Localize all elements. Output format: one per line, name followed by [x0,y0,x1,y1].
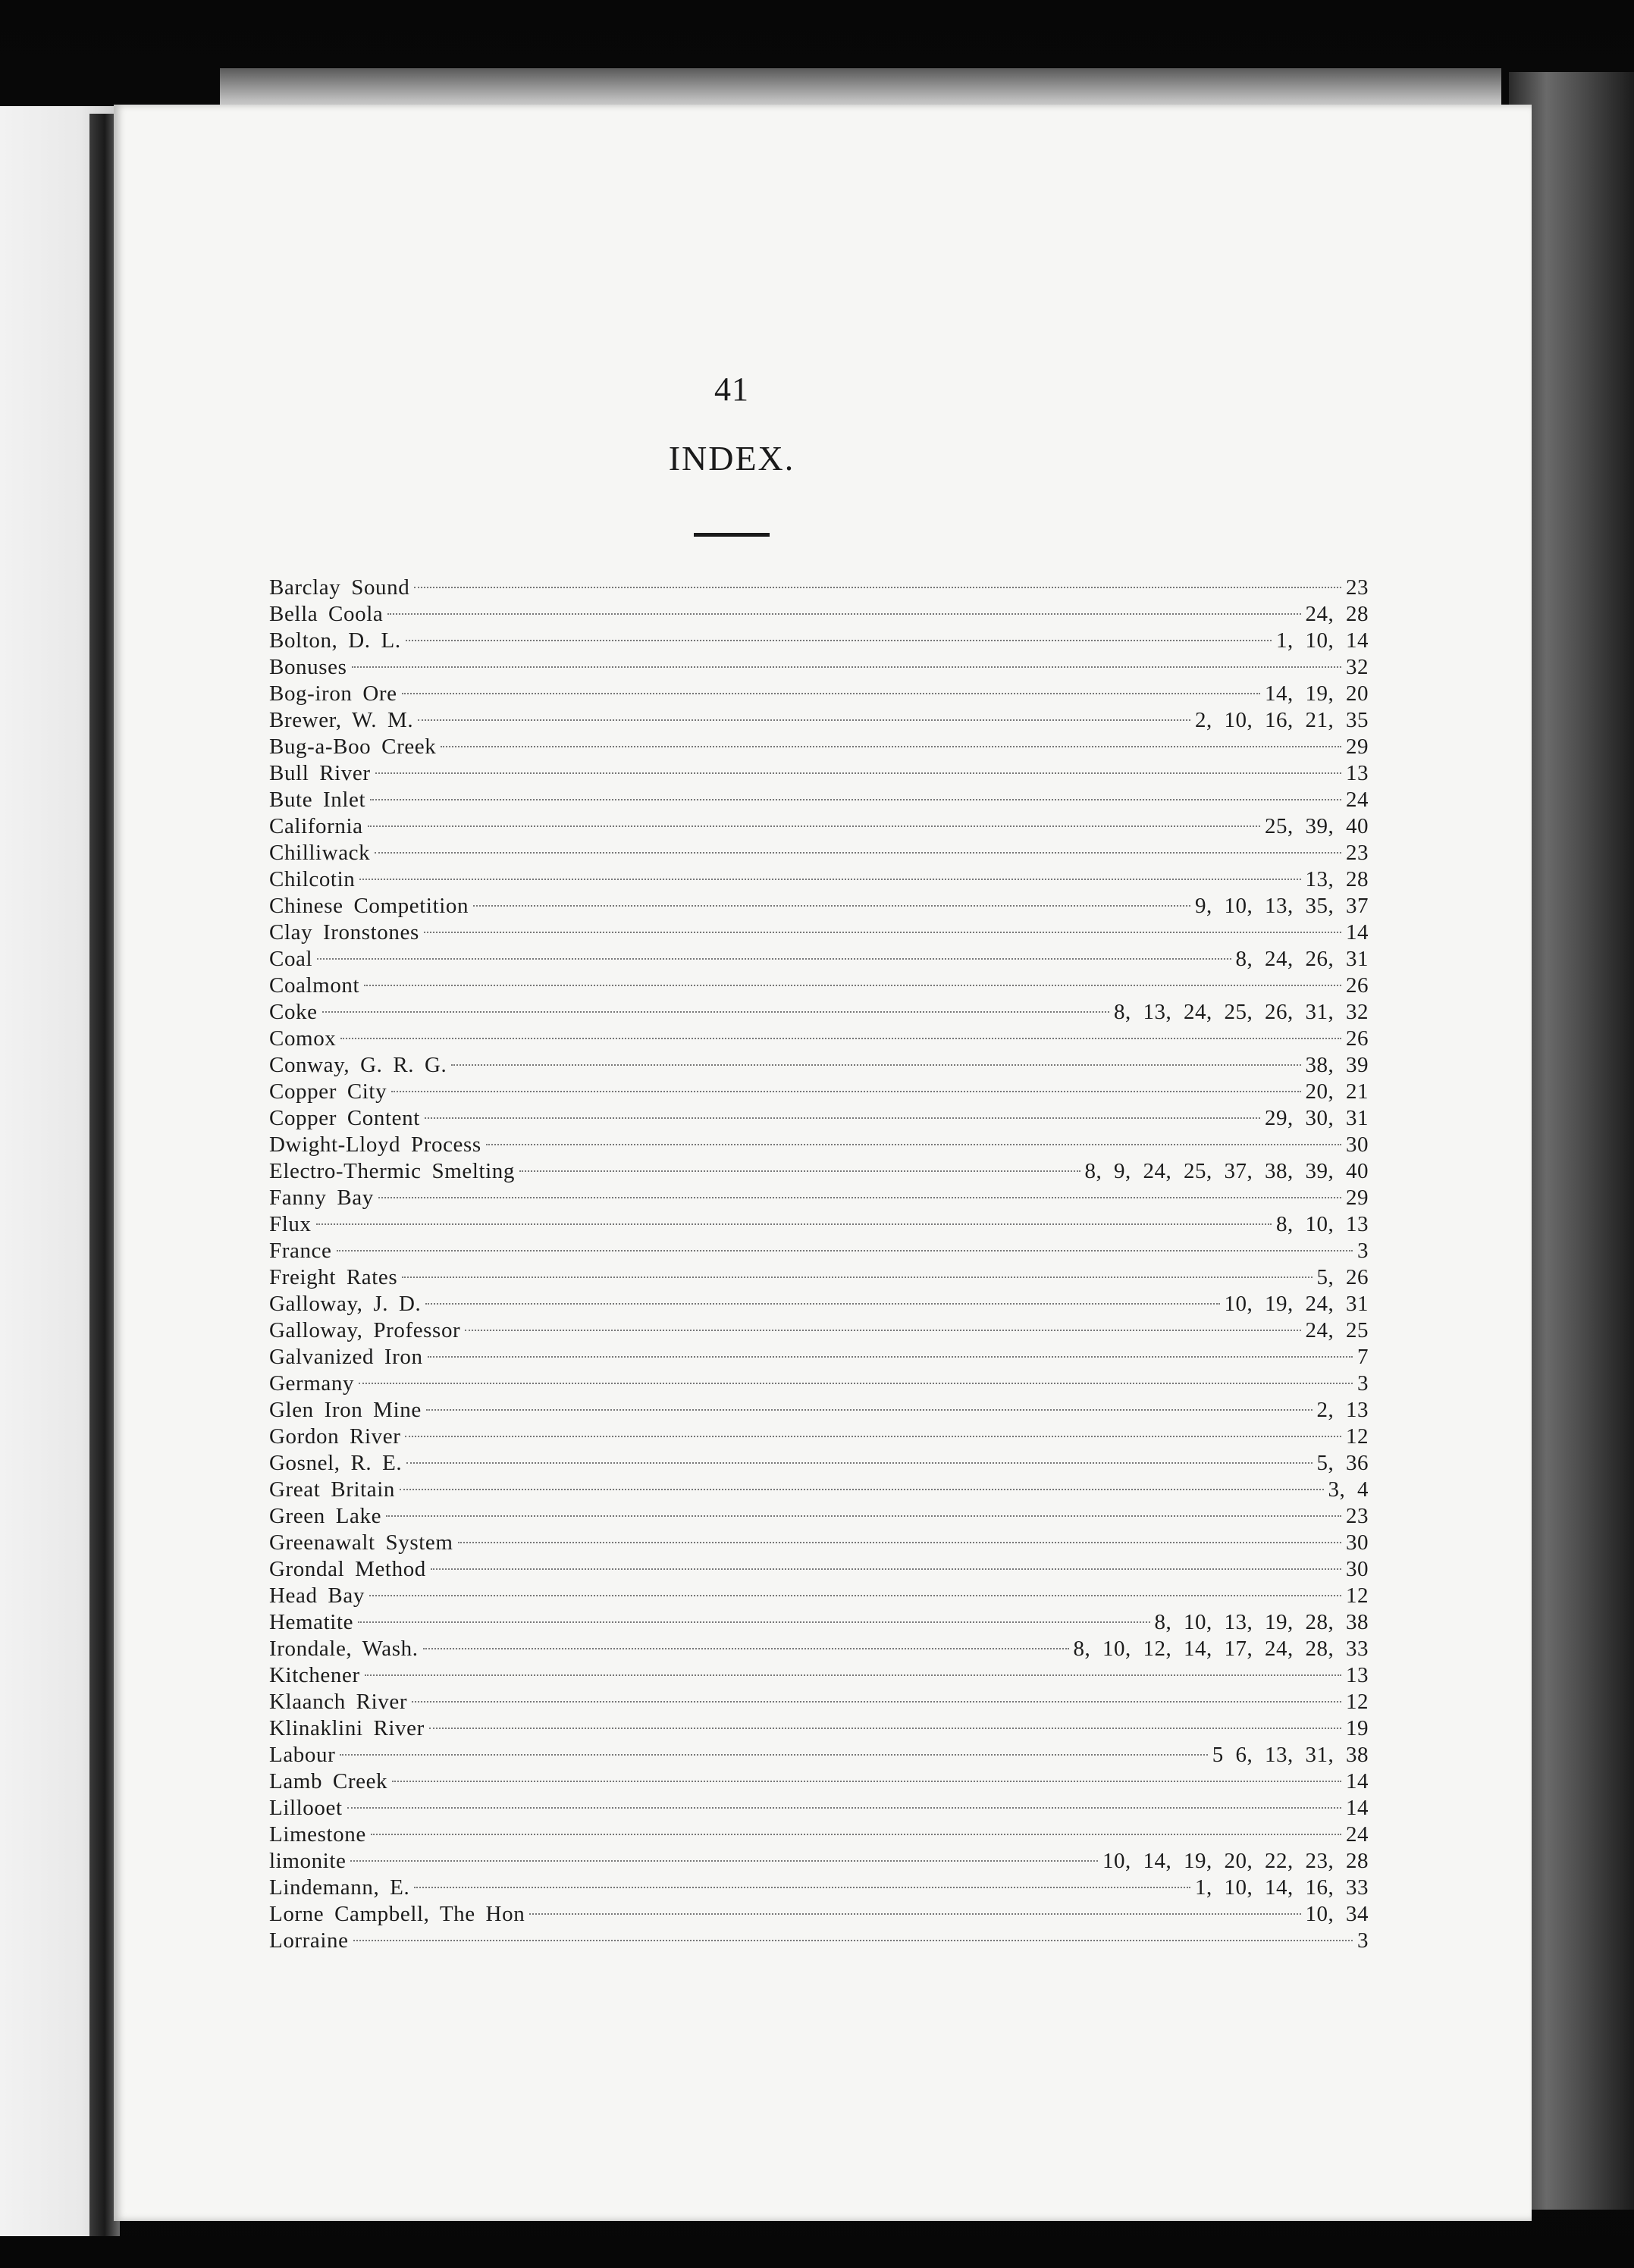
index-entry [269,1503,1369,1530]
dot-leader [406,640,1272,641]
entry-page-numbers: 12 [1346,1690,1369,1714]
entry-term: Copper City [269,1079,387,1104]
title-rule [694,533,770,537]
dot-leader [423,1648,1069,1649]
entry-term: Head Bay [269,1584,365,1608]
entry-page-numbers: 24, 28 [1305,602,1369,626]
entry-term: Clay Ironstones [269,920,419,944]
index-entry [269,973,1369,999]
dot-leader [424,932,1341,933]
entry-page-numbers: 29 [1346,735,1369,759]
index-entry [269,1530,1369,1556]
dot-leader [441,746,1341,747]
entry-term: Bolton, D. L. [269,628,401,653]
index-entry [269,893,1369,919]
index-entry [269,999,1369,1026]
dot-leader [405,1436,1341,1437]
index-entry [269,1052,1369,1079]
index-entry [269,1371,1369,1397]
entry-term: Galloway, J. D. [269,1292,422,1316]
index-entry [269,1158,1369,1185]
entry-term: Irondale, Wash. [269,1637,419,1661]
index-entry [269,919,1369,946]
entry-term: Lorne Campbell, The Hon [269,1902,525,1926]
dot-leader [402,693,1260,694]
entry-term: Coalmont [269,973,360,998]
entry-term: Bella Coola [269,602,384,626]
entry-term: Galloway, Professor [269,1318,461,1342]
dot-leader [458,1542,1342,1543]
dot-leader [400,1489,1324,1490]
dot-leader [529,1913,1300,1915]
entry-term: Coke [269,1000,318,1024]
dot-leader [337,1250,1353,1251]
entry-page-numbers: 29, 30, 31 [1265,1106,1369,1130]
entry-term: Flux [269,1212,312,1236]
entry-page-numbers: 1, 10, 14, 16, 33 [1195,1875,1369,1900]
dot-leader [391,1091,1300,1092]
dot-leader [426,1409,1313,1411]
dot-leader [352,666,1342,668]
entry-term: Glen Iron Mine [269,1398,422,1422]
index-entry [269,1795,1369,1822]
dot-leader [359,1383,1353,1384]
index-entry [269,1397,1369,1424]
entry-page-numbers: 1, 10, 14 [1276,628,1369,653]
index-entry [269,866,1369,893]
dot-leader [316,1223,1272,1225]
dot-leader [486,1144,1341,1145]
dot-leader [414,587,1341,588]
dot-leader [378,1197,1341,1198]
entry-term: Bug-a-Boo Creek [269,735,437,759]
index-entry [269,840,1369,866]
index-entry [269,1768,1369,1795]
entry-term: Greenawalt System [269,1530,453,1555]
index-entry [269,1848,1369,1875]
entry-page-numbers: 14 [1346,1769,1369,1793]
entry-page-numbers: 29 [1346,1186,1369,1210]
entry-term: Klaanch River [269,1690,408,1714]
entry-page-numbers: 13 [1346,761,1369,785]
dot-leader [353,1940,1353,1941]
entry-page-numbers: 10, 14, 19, 20, 22, 23, 28 [1102,1849,1369,1873]
entry-term: Great Britain [269,1477,395,1502]
dot-leader [406,1462,1312,1464]
index-entry [269,813,1369,840]
dot-leader [358,1621,1149,1623]
entry-term: Germany [269,1371,355,1396]
dot-leader [465,1330,1300,1331]
dot-leader [350,1860,1098,1862]
index-entry [269,1822,1369,1848]
entry-page-numbers: 38, 39 [1305,1053,1369,1077]
index-entry [269,1609,1369,1636]
entry-page-numbers: 24 [1346,1822,1369,1847]
entry-term: Bull River [269,761,371,785]
entry-term: Grondal Method [269,1557,426,1581]
entry-page-numbers: 3, 4 [1328,1477,1369,1502]
entry-term: limonite [269,1849,347,1873]
entry-term: Lamb Creek [269,1769,388,1793]
dot-leader [402,1277,1312,1278]
index-entry [269,946,1369,973]
entry-page-numbers: 13, 28 [1305,867,1369,891]
entry-page-numbers: 10, 34 [1305,1902,1369,1926]
entry-page-numbers: 2, 13 [1316,1398,1369,1422]
index-entry [269,601,1369,628]
index-entry [269,1636,1369,1662]
entry-term: Conway, G. R. G. [269,1053,447,1077]
entry-page-numbers: 3 [1357,1239,1369,1263]
entry-term: Lorraine [269,1928,349,1953]
dot-leader [428,1356,1353,1358]
index-entry [269,1901,1369,1928]
entry-page-numbers: 3 [1357,1371,1369,1396]
entry-page-numbers: 5 6, 13, 31, 38 [1212,1743,1369,1767]
index-entry [269,1079,1369,1105]
dot-leader [519,1170,1080,1172]
index-entry [269,654,1369,681]
entry-page-numbers: 26 [1346,1026,1369,1051]
index-entry [269,1583,1369,1609]
entry-page-numbers: 30 [1346,1530,1369,1555]
index-entry [269,734,1369,760]
entry-term: Freight Rates [269,1265,398,1289]
entry-page-numbers: 5, 36 [1316,1451,1369,1475]
entry-term: Dwight-Lloyd Process [269,1132,481,1157]
index-list [269,575,1369,1954]
entry-term: Lindemann, E. [269,1875,410,1900]
entry-term: Comox [269,1026,337,1051]
dot-leader [386,1515,1341,1517]
entry-page-numbers: 14, 19, 20 [1265,681,1369,706]
dot-leader [375,772,1341,774]
entry-page-numbers: 8, 10, 13 [1276,1212,1369,1236]
dot-leader [451,1064,1300,1066]
dot-leader [431,1568,1341,1570]
entry-term: Gosnel, R. E. [269,1451,403,1475]
entry-page-numbers: 12 [1346,1584,1369,1608]
index-entry [269,1026,1369,1052]
dot-leader [365,1674,1341,1676]
entry-page-numbers: 19 [1346,1716,1369,1740]
index-entry [269,681,1369,707]
page-number: 41 [714,371,749,408]
index-entry [269,1132,1369,1158]
dot-leader [340,1754,1207,1756]
entry-page-numbers: 30 [1346,1557,1369,1581]
entry-term: Chilliwack [269,841,371,865]
entry-term: Brewer, W. M. [269,708,414,732]
entry-page-numbers: 8, 10, 13, 19, 28, 38 [1154,1610,1369,1634]
index-entry [269,1238,1369,1264]
entry-page-numbers: 24, 25 [1305,1318,1369,1342]
entry-page-numbers: 14 [1346,920,1369,944]
dot-leader [387,613,1300,615]
entry-term: Bonuses [269,655,347,679]
entry-term: Coal [269,947,313,971]
entry-term: Gordon River [269,1424,401,1449]
index-entry [269,1185,1369,1211]
entry-page-numbers: 8, 24, 26, 31 [1235,947,1369,971]
entry-term: Bog-iron Ore [269,681,397,706]
dot-leader [418,719,1190,721]
index-entry [269,1477,1369,1503]
entry-term: France [269,1239,332,1263]
entry-page-numbers: 25, 39, 40 [1265,814,1369,838]
dot-leader [392,1781,1341,1782]
entry-term: California [269,814,363,838]
entry-page-numbers: 14 [1346,1796,1369,1820]
entry-term: Kitchener [269,1663,360,1687]
dot-leader [429,1728,1341,1729]
entry-page-numbers: 26 [1346,973,1369,998]
entry-term: Bute Inlet [269,788,366,812]
dot-leader [425,1303,1219,1305]
index-entry [269,1264,1369,1291]
index-page [114,105,1532,2221]
dot-leader [322,1011,1109,1013]
dot-leader [473,905,1190,907]
dot-leader [364,985,1341,986]
entry-page-numbers: 23 [1346,1504,1369,1528]
entry-term: Green Lake [269,1504,382,1528]
dot-leader [340,1038,1341,1039]
entry-term: Electro-Thermic Smelting [269,1159,515,1183]
entry-page-numbers: 8, 9, 24, 25, 37, 38, 39, 40 [1084,1159,1369,1183]
index-entry [269,1424,1369,1450]
entry-term: Galvanized Iron [269,1345,423,1369]
index-entry [269,707,1369,734]
entry-page-numbers: 8, 10, 12, 14, 17, 24, 28, 33 [1073,1637,1369,1661]
dot-leader [347,1807,1341,1809]
index-entry [269,628,1369,654]
index-entry [269,1928,1369,1954]
entry-page-numbers: 8, 13, 24, 25, 26, 31, 32 [1114,1000,1369,1024]
entry-term: Copper Content [269,1106,420,1130]
index-entry [269,1211,1369,1238]
entry-term: Klinaklini River [269,1716,425,1740]
entry-page-numbers: 13 [1346,1663,1369,1687]
index-entry [269,1742,1369,1768]
index-entry [269,1689,1369,1715]
entry-page-numbers: 12 [1346,1424,1369,1449]
entry-term: Limestone [269,1822,366,1847]
entry-page-numbers: 23 [1346,575,1369,600]
index-entry [269,1291,1369,1317]
dot-leader [414,1887,1190,1888]
dot-leader [368,825,1260,827]
entry-term: Barclay Sound [269,575,410,600]
entry-page-numbers: 10, 19, 24, 31 [1224,1292,1369,1316]
index-entry [269,787,1369,813]
entry-page-numbers: 30 [1346,1132,1369,1157]
entry-term: Fanny Bay [269,1186,374,1210]
entry-page-numbers: 3 [1357,1928,1369,1953]
entry-page-numbers: 7 [1357,1345,1369,1369]
index-entry [269,760,1369,787]
dot-leader [369,1595,1341,1596]
entry-page-numbers: 5, 26 [1316,1265,1369,1289]
index-entry [269,1875,1369,1901]
entry-term: Hematite [269,1610,354,1634]
dot-leader [371,1834,1341,1835]
index-entry [269,575,1369,601]
index-entry [269,1662,1369,1689]
entry-page-numbers: 20, 21 [1305,1079,1369,1104]
index-entry [269,1344,1369,1371]
entry-page-numbers: 9, 10, 13, 35, 37 [1195,894,1369,918]
index-entry [269,1556,1369,1583]
dot-leader [370,799,1341,800]
dot-leader [375,852,1341,854]
entry-page-numbers: 2, 10, 16, 21, 35 [1195,708,1369,732]
entry-page-numbers: 23 [1346,841,1369,865]
entry-term: Labour [269,1743,336,1767]
dot-leader [359,879,1300,880]
page-title: INDEX. [668,439,795,478]
entry-term: Lillooet [269,1796,343,1820]
index-entry [269,1105,1369,1132]
entry-term: Chinese Competition [269,894,469,918]
index-entry [269,1450,1369,1477]
entry-page-numbers: 24 [1346,788,1369,812]
dot-leader [317,958,1231,960]
dot-leader [425,1117,1260,1119]
dot-leader [412,1701,1341,1703]
entry-page-numbers: 32 [1346,655,1369,679]
entry-term: Chilcotin [269,867,356,891]
index-entry [269,1715,1369,1742]
index-entry [269,1317,1369,1344]
